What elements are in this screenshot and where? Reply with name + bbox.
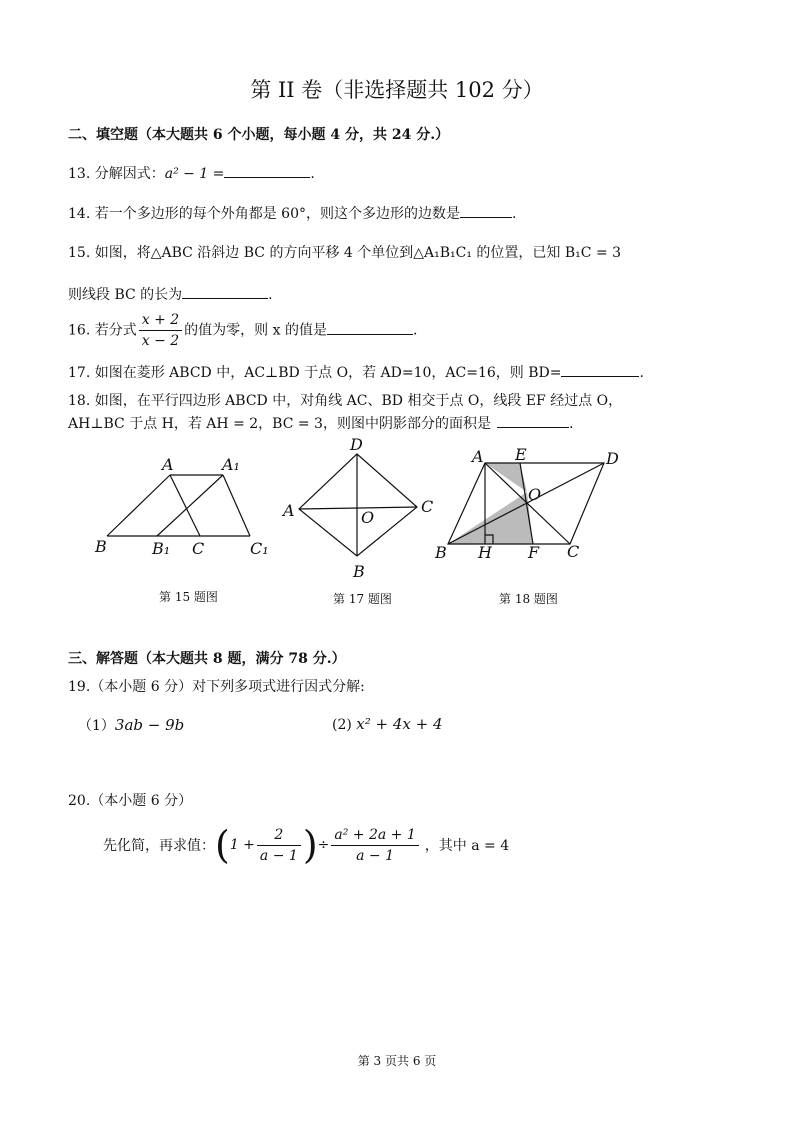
question-16-fraction	[139, 310, 182, 351]
answer-blank-16[interactable]	[327, 320, 413, 335]
fig17-rhombus	[299, 454, 417, 556]
question-20-fraction-2-num: a² + 2a + 1	[331, 825, 418, 846]
fig18-label-f: F	[528, 543, 540, 562]
question-18-line-1: 18. 如图，在平行四边形 ABCD 中，对角线 AC、BD 相交于点 O，线段 EF 经过点 O，	[68, 393, 623, 409]
fig17-label-a: A	[283, 501, 295, 520]
question-15-text: 则线段 BC 的长为	[68, 287, 183, 303]
question-14-text: 14. 若一个多边形的每个外角都是 60°，则这个多边形的边数是	[68, 206, 460, 222]
fig15-segment-a1c1	[223, 475, 250, 536]
page-title: 第 II 卷（非选择题共 102 分）	[250, 78, 544, 102]
question-16-denominator: x − 2	[141, 333, 180, 349]
page-footer: 第 3 页共 6 页	[357, 1054, 437, 1068]
section-2-heading: 二、填空题（本大题共 6 个小题，每小题 4 分，共 24 分.）	[68, 127, 450, 143]
question-19-part-2-expr: x² + 4x + 4	[356, 715, 443, 733]
question-13-expr: a² − 1 =	[164, 166, 225, 182]
question-19-part-1	[78, 715, 184, 735]
question-20-fraction-1	[257, 825, 301, 866]
question-13-end: .	[310, 166, 315, 182]
fig15-label-c: C	[192, 539, 205, 558]
fig18-label-d: D	[606, 449, 619, 468]
fig17-label-o: O	[361, 508, 375, 527]
question-17-end: .	[639, 365, 644, 381]
fig15-label-a1: A₁	[222, 455, 240, 474]
question-20-prefix: 先化简，再求值：	[103, 838, 215, 854]
figure-18	[430, 440, 630, 570]
question-15-line-1: 15. 如图，将△ABC 沿斜边 BC 的方向平移 4 个单位到△A₁B₁C₁ 的位置，已知 B₁C = 3	[68, 245, 622, 261]
fig18-label-e: E	[515, 445, 527, 464]
fig18-label-c: C	[567, 542, 580, 561]
figure-17	[275, 432, 445, 582]
question-20-fraction-2	[331, 825, 418, 866]
figure-15	[90, 450, 290, 565]
question-20-divide: ÷	[317, 837, 330, 853]
fig18-shaded-triangle-bottom	[448, 492, 533, 544]
question-16-end: .	[412, 322, 418, 339]
question-14-end: .	[511, 206, 517, 222]
question-16-prefix: 16. 若分式	[68, 322, 137, 339]
question-17	[68, 362, 644, 382]
fig15-segment-ac	[170, 475, 200, 536]
fig17-diagonal-ac	[299, 507, 417, 509]
question-19-part-2-label: (2)	[332, 717, 352, 733]
answer-blank-18[interactable]	[497, 413, 569, 428]
fig17-label-b: B	[353, 562, 365, 581]
answer-blank-13[interactable]	[224, 163, 310, 178]
question-20-one-plus: 1 +	[229, 837, 255, 853]
fig17-label-c: C	[421, 497, 434, 516]
figure-15-caption: 第 15 题图	[159, 590, 218, 604]
fig15-segment-ab	[107, 475, 170, 536]
question-13-text: 13. 分解因式：	[68, 166, 165, 182]
question-20-fraction-2-den: a − 1	[356, 847, 395, 864]
fig18-label-o: O	[528, 485, 542, 504]
answer-blank-14[interactable]	[460, 203, 512, 218]
figure-18-caption: 第 18 题图	[499, 592, 558, 606]
question-16	[68, 310, 417, 351]
right-paren: )	[302, 823, 318, 867]
question-18-end: .	[568, 416, 574, 432]
fig18-label-b: B	[435, 543, 447, 562]
question-14	[68, 203, 516, 223]
question-17-text: 17. 如图在菱形 ABCD 中，AC⊥BD 于点 O，若 AD=10，AC=16，则 BD=	[68, 365, 562, 381]
question-19-part-2	[332, 715, 443, 733]
answer-blank-17[interactable]	[561, 362, 639, 377]
question-20-suffix: ，其中 a = 4	[424, 838, 510, 854]
answer-blank-15[interactable]	[182, 284, 268, 299]
fig18-label-h: H	[478, 543, 492, 562]
figure-17-caption: 第 17 题图	[333, 592, 392, 606]
question-13	[68, 163, 315, 183]
question-19: 19.（本小题 6 分）对下列多项式进行因式分解:	[68, 679, 365, 695]
fig15-label-b: B	[95, 537, 107, 556]
fig17-label-d: D	[350, 435, 363, 454]
fig15-label-b1: B₁	[152, 539, 171, 558]
left-paren: (	[215, 823, 230, 867]
fig15-segment-a1b1	[157, 475, 223, 536]
question-16-numerator: x + 2	[139, 310, 182, 331]
fig15-label-c1: C₁	[250, 539, 269, 558]
question-20-fraction-1-den: a − 1	[259, 847, 298, 864]
question-16-suffix: 的值为零，则 x 的值是	[184, 322, 327, 339]
question-18-text: AH⊥BC 于点 H，若 AH = 2，BC = 3，则图中阴影部分的面积是	[68, 416, 491, 432]
question-15-line-2	[68, 284, 273, 304]
question-15-end: .	[268, 287, 273, 303]
section-3-heading: 三、解答题（本大题共 8 题，满分 78 分.）	[68, 651, 346, 667]
question-20-fraction-1-num: 2	[257, 825, 301, 846]
question-20: 20.（本小题 6 分）	[68, 793, 193, 809]
fig18-label-a: A	[472, 447, 484, 466]
question-18-line-2	[68, 413, 573, 433]
question-19-part-1-label: （1）	[78, 718, 115, 734]
fig15-label-a: A	[162, 455, 174, 474]
question-19-part-1-expr: 3ab − 9b	[114, 716, 185, 734]
question-20-expression	[103, 823, 509, 867]
